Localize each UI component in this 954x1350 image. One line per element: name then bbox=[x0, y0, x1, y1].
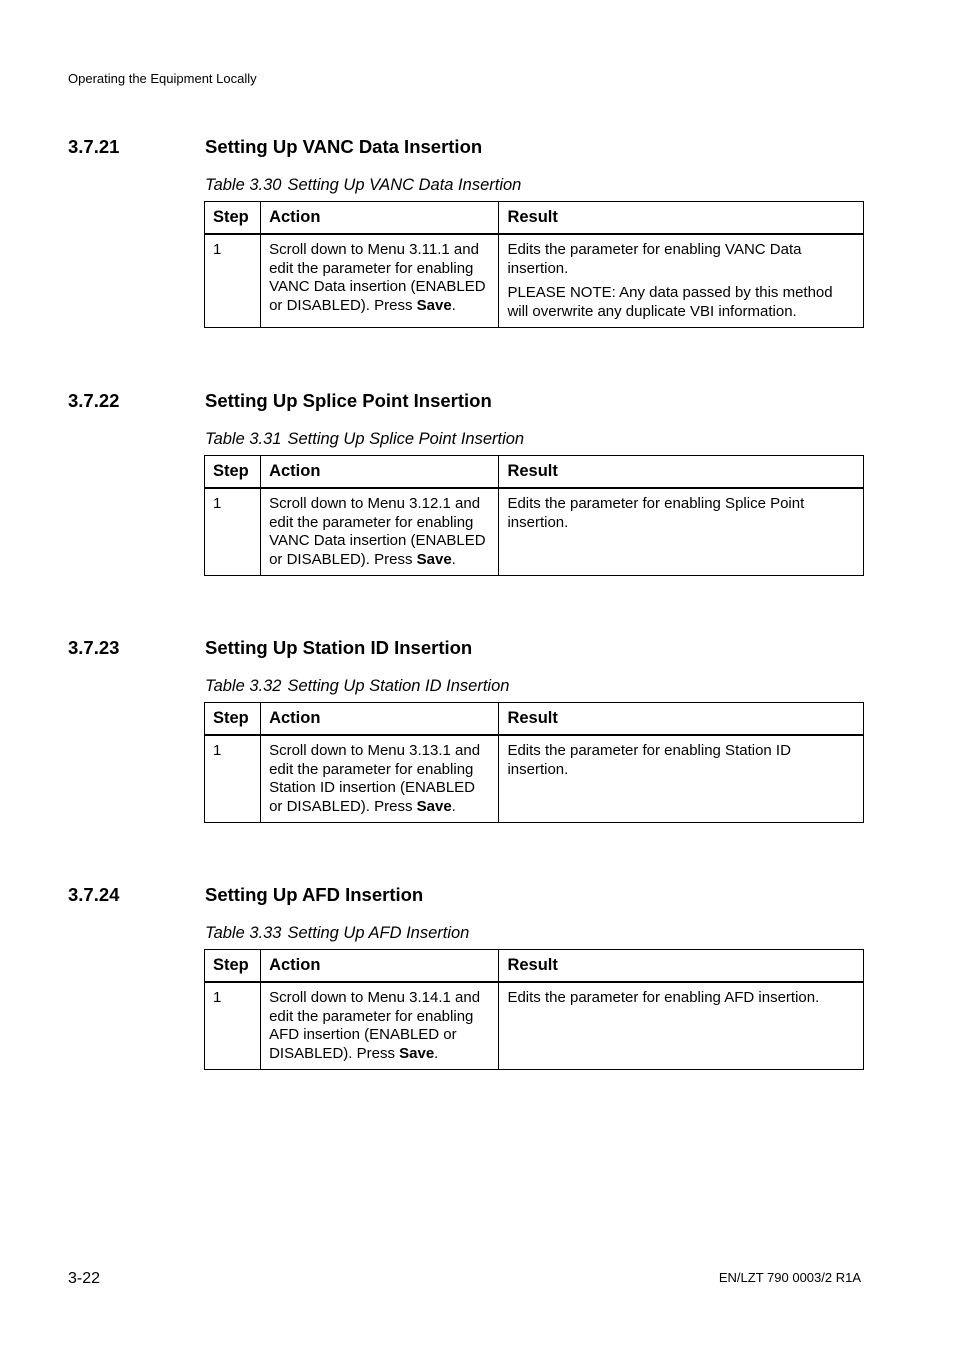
step-column-header: Step bbox=[205, 950, 261, 983]
result-text: Edits the parameter for enabling Splice Point insertion. bbox=[507, 495, 805, 531]
result-cell bbox=[499, 735, 864, 823]
action-cell: Scroll down to Menu 3.12.1 and edit the parameter for enabling VANC Data insertion (ENABLED or DISABLED). Press Save. bbox=[261, 488, 499, 576]
result-column-header: Result bbox=[499, 456, 864, 489]
action-text: Scroll down to Menu 3.14.1 and edit the parameter for enabling AFD insertion (ENABLED or DISABLED). Press bbox=[269, 989, 481, 1062]
section-number: 3.7.24 bbox=[68, 884, 120, 905]
result-cell bbox=[499, 982, 864, 1070]
running-header: Operating the Equipment Locally bbox=[68, 71, 257, 86]
procedure-table bbox=[204, 455, 864, 576]
page-number: 3-22 bbox=[68, 1270, 101, 1287]
step-column-header: Step bbox=[205, 202, 261, 235]
table-caption bbox=[205, 176, 868, 197]
table-title: Setting Up Splice Point Insertion bbox=[287, 430, 525, 448]
table-caption bbox=[205, 430, 868, 451]
table-row bbox=[205, 735, 864, 823]
action-text: Scroll down to Menu 3.12.1 and edit the parameter for enabling VANC Data insertion (ENABLED or DISABLED). Press bbox=[269, 495, 486, 568]
table-header-row bbox=[205, 456, 864, 489]
section-number: 3.7.21 bbox=[68, 136, 120, 157]
table-row bbox=[205, 234, 864, 328]
section-heading bbox=[68, 884, 868, 908]
table-header-row bbox=[205, 703, 864, 736]
action-text: Scroll down to Menu 3.11.1 and edit the parameter for enabling VANC Data insertion (ENABLED or DISABLED). Press bbox=[269, 241, 486, 314]
save-keyword: Save bbox=[416, 550, 452, 568]
procedure-table bbox=[204, 949, 864, 1070]
result-column-header: Result bbox=[499, 950, 864, 983]
step-column-header: Step bbox=[205, 703, 261, 736]
save-keyword: Save bbox=[416, 296, 452, 314]
section-title: Setting Up AFD Insertion bbox=[205, 884, 424, 905]
action-column-header: Action bbox=[261, 202, 499, 235]
section-afd bbox=[68, 884, 868, 1070]
section-heading bbox=[68, 390, 868, 414]
action-column-header: Action bbox=[261, 950, 499, 983]
action-cell: Scroll down to Menu 3.11.1 and edit the parameter for enabling VANC Data insertion (ENABLED or DISABLED). Press Save. bbox=[261, 234, 499, 328]
table-header-row bbox=[205, 202, 864, 235]
section-station-id bbox=[68, 637, 868, 823]
document-id: EN/LZT 790 0003/2 R1A bbox=[718, 1270, 861, 1285]
save-keyword: Save bbox=[399, 1044, 435, 1062]
result-column-header: Result bbox=[499, 202, 864, 235]
result-column-header: Result bbox=[499, 703, 864, 736]
section-number: 3.7.22 bbox=[68, 390, 120, 411]
table-title: Setting Up Station ID Insertion bbox=[287, 677, 510, 695]
result-note: PLEASE NOTE: Any data passed by this method will overwrite any duplicate VBI information. bbox=[507, 284, 833, 320]
section-title: Setting Up Splice Point Insertion bbox=[205, 390, 492, 411]
table-caption bbox=[205, 924, 868, 945]
result-text: Edits the parameter for enabling AFD insertion. bbox=[507, 989, 820, 1006]
action-column-header: Action bbox=[261, 456, 499, 489]
section-heading bbox=[68, 136, 868, 160]
action-cell: Scroll down to Menu 3.14.1 and edit the parameter for enabling AFD insertion (ENABLED or DISABLED). Press Save. bbox=[261, 982, 499, 1070]
step-cell: 1 bbox=[205, 735, 261, 823]
section-vanc-data bbox=[68, 136, 868, 328]
section-heading bbox=[68, 637, 868, 661]
procedure-table bbox=[204, 702, 864, 823]
table-label: Table 3.31 bbox=[205, 430, 282, 448]
table-header-row bbox=[205, 950, 864, 983]
section-number: 3.7.23 bbox=[68, 637, 120, 658]
table-label: Table 3.33 bbox=[205, 924, 282, 942]
table-label: Table 3.30 bbox=[205, 176, 282, 194]
procedure-table bbox=[204, 201, 864, 328]
section-title: Setting Up VANC Data Insertion bbox=[205, 136, 483, 157]
table-row bbox=[205, 982, 864, 1070]
result-text: Edits the parameter for enabling VANC Data insertion. bbox=[507, 241, 802, 277]
section-splice-point bbox=[68, 390, 868, 576]
action-cell: Scroll down to Menu 3.13.1 and edit the parameter for enabling Station ID insertion (ENABLED or DISABLED). Press Save. bbox=[261, 735, 499, 823]
table-title: Setting Up AFD Insertion bbox=[287, 924, 470, 942]
result-cell bbox=[499, 234, 864, 328]
save-keyword: Save bbox=[416, 797, 452, 815]
table-title: Setting Up VANC Data Insertion bbox=[287, 176, 522, 194]
step-cell: 1 bbox=[205, 982, 261, 1070]
result-text: Edits the parameter for enabling Station ID insertion. bbox=[507, 742, 791, 778]
section-title: Setting Up Station ID Insertion bbox=[205, 637, 473, 658]
action-text: Scroll down to Menu 3.13.1 and edit the parameter for enabling Station ID insertion (ENABLED or DISABLED). Press bbox=[269, 742, 481, 815]
step-cell: 1 bbox=[205, 488, 261, 576]
step-cell: 1 bbox=[205, 234, 261, 328]
table-caption bbox=[205, 677, 868, 698]
result-cell bbox=[499, 488, 864, 576]
table-label: Table 3.32 bbox=[205, 677, 282, 695]
step-column-header: Step bbox=[205, 456, 261, 489]
table-row bbox=[205, 488, 864, 576]
action-column-header: Action bbox=[261, 703, 499, 736]
